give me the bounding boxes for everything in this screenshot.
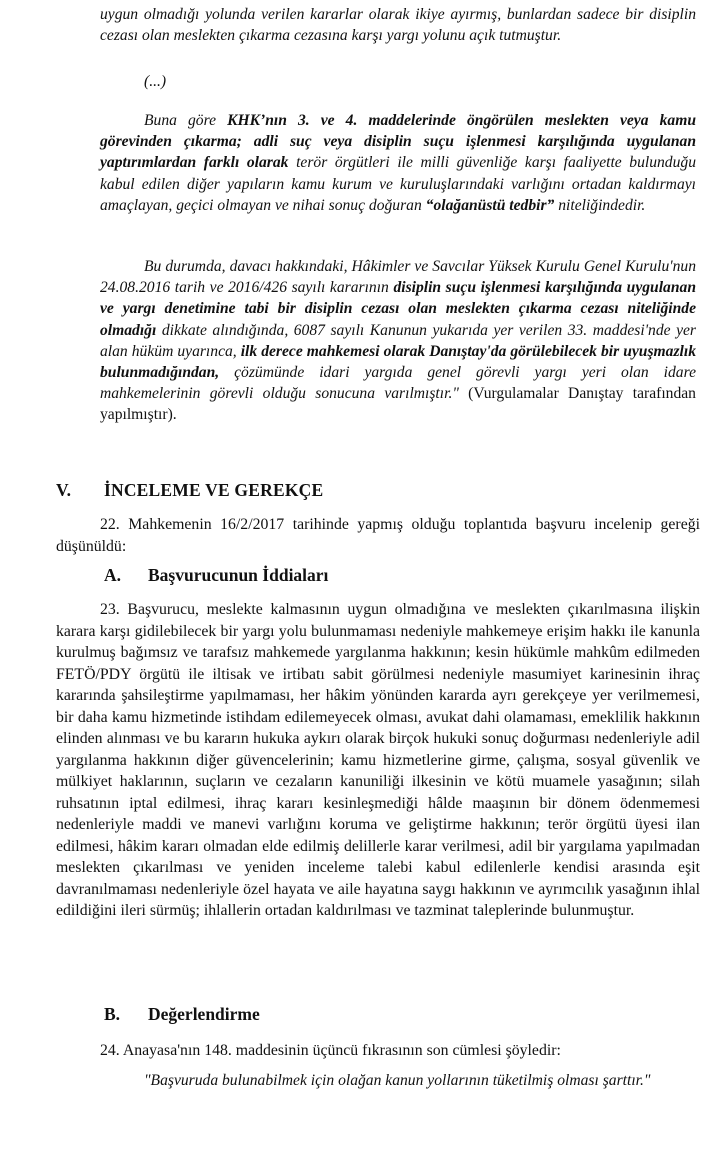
- section-heading-b: B. Değerlendirme: [104, 1004, 260, 1024]
- section-heading-v: V. İNCELEME VE GEREKÇE: [56, 480, 324, 500]
- quote-continuation: uygun olmadığı yolunda verilen kararlar olarak ikiye ayırmış, bunlardan sadece bir disiplin cezası olan meslekten çıkarma cezasına karşı yargı yolunu açık tutmuştur.: [100, 6, 696, 45]
- quote-emphasis: “olağanüstü tedbir”: [425, 196, 555, 214]
- constitution-quote: "Başvuruda bulunabilmek için olağan kanun yollarının tüketilmiş olması şarttır.": [144, 1072, 651, 1089]
- paragraph-22: 22. Mahkemenin 16/2/2017 tarihinde yapmış olduğu toplantıda başvuru incelenip gereği düşünüldü:: [56, 516, 700, 555]
- paragraph-23: 23. Başvurucu, meslekte kalmasının uygun olmadığına ve meslekten çıkarılmasına ilişkin karara karşı gidilebilecek bir yargı yolu bulunmaması nedeniyle mahkemeye erişim hakkı ile kanunla kurulmuş bağımsız ve tarafsız mahkemede yargılanma hakkının; kesin hükümle mahkûm edilmeden FETÖ/PDY örgütü ile iltisak ve irtibatı sabit görülmesi nedeniyle masumiyet karinesinin ihraç kararında şahsileştirme yapılmaması, her hâkim yönünden kararda ayrı gerekçeye yer verilmemesi, bir daha kamu hizmetinde istihdam edilemeyecek olması, avukat dahi olamaması, emeklilik hakkının elinden alınması ve bu kararın hukuka aykırı olarak birçok hukuki sonuç doğurması nedenleriyle adil yargılanma hakkının diğer güvencelerinin; kamu hizmetlerine girme, çalışma, sosyal güvenlik ve mülkiyet haklarının, suçların ve cezaların kanuniliği ilkesinin ve kötü muamele yasağının; silah ruhsatının iptal edilmesi, ihraç kararı kesinleşmediği hâlde maaşının bir dönem ödenmemesi nedenleriyle maddi ve manevi varlığını koruma ve geliştirme hakkının; terör örgütü üyesi ilan edilmesi, hâkim kararı olmadan elde edilmiş delillerle karar verilmesi, adil bir yargılama yapılmadan meslekten çıkarılması ve yeniden inceleme talebi kabul edilenlerle kendisi arasında eşit davranılmaması nedenleriyle özel hayata ve aile hayatına saygı hakkının ve ayrımcılık yasağının ihlal edildiğini ileri sürmüş; ihlallerin ortadan kaldırılması ve tazminat taleplerinde bulunmuştur.: [56, 601, 700, 919]
- quote-emphasis: KHK’nın 3. ve 4. maddelerinde öngörülen meslekten veya kamu görevinden çıkarma; adli suç veya disiplin suçu işlenmesi karşılığında uygulanan yaptırımlardan farklı olarak: [100, 112, 696, 172]
- quote-paragraph-khk: Buna göre KHK’nın 3. ve 4. maddelerinde öngörülen meslekten veya kamu görevinden çıkarma; adli suç veya disiplin suçu işlenmesi karşılığında uygulanan yaptırımlardan farklı olarak terör örgütleri ile milli güvenliğe karşı faaliyette bulunduğu kabul edilen diğer yapıların kamu kurum ve kuruluşlarındaki varlığını ortadan kaldırmayı amaçlayan, geçici olmayan ve nihai sonuç doğuran “olağanüstü tedbir” niteliğindedir.: [100, 112, 696, 214]
- quote-emphasis: ilk derece mahkemesi olarak Danıştay'da görülebilecek bir uyuşmazlık bulunmadığından,: [100, 342, 696, 382]
- quote-ellipsis: (...): [144, 73, 167, 90]
- paragraph-24: 24. Anayasa'nın 148. maddesinin üçüncü fıkrasının son cümlesi şöyledir:: [100, 1042, 561, 1059]
- quote-emphasis: disiplin suçu işlenmesi karşılığında uygulanan ve yargı denetimine tabi bir disiplin cezası olan meslekten çıkarma cezası niteliğinde olmadığı: [100, 279, 696, 339]
- section-heading-a: A. Başvurucunun İddiaları: [104, 565, 329, 585]
- quote-paragraph-ruling: Bu durumda, davacı hakkındaki, Hâkimler ve Savcılar Yüksek Kurulu Genel Kurulu'nun 24.08.2016 tarih ve 2016/426 sayılı kararının disiplin suçu işlenmesi karşılığında uygulanan ve yargı denetimine tabi bir disiplin cezası olan meslekten çıkarma cezası niteliğinde olmadığı dikkate alındığında, 6087 sayılı Kanunun yukarıda yer verilen 33. maddesi'nde yer alan hüküm uyarınca, ilk derece mahkemesi olarak Danıştay'da görülebilecek bir uyuşmazlık bulunmadığından, çözümünde idari yargıda genel görevli yargı yeri olan idare mahkemelerinin görevli olduğu sonucuna varılmıştır." (Vurgulamalar Danıştay tarafından yapılmıştır).: [100, 258, 696, 424]
